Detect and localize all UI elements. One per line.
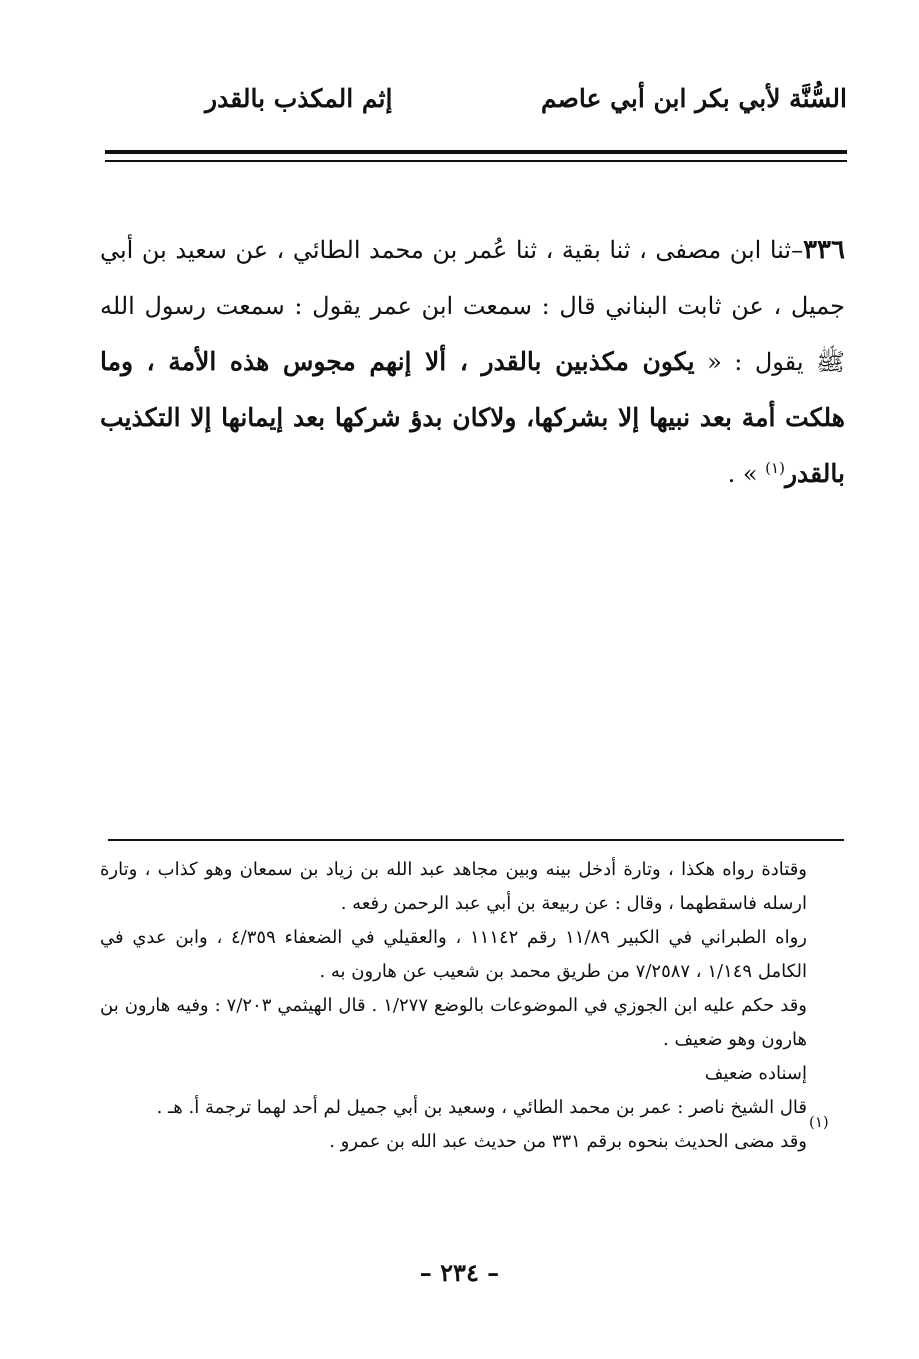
header-rule-thick	[105, 150, 847, 154]
hadith-matn: يكون مكذبين بالقدر ، ألا إنهم مجوس هذه الأمة ، وما هلكت أمة بعد نبيها إلا بشركها، ولاكان بدؤ شركها بعد إيمانها إلا التكذيب بالقدر	[100, 347, 845, 488]
footnote-marker: (١)	[809, 1113, 829, 1131]
page-header	[105, 84, 847, 124]
hadith-closing: » .	[727, 460, 766, 488]
footnote-line: قال الشيخ ناصر : عمر بن محمد الطائي ، وسعيد بن أبي جميل لم أحد لهما ترجمة أ. هـ .	[156, 1097, 807, 1118]
hadith-isnad: –ثنا ابن مصفى ، ثنا بقية ، ثنا عُمر بن محمد الطائي ، عن سعيد بن أبي جميل ، عن ثابت البناني قال : سمعت ابن عمر يقول : سمعت رسول الله ﷺ يقول : «	[100, 236, 845, 376]
chapter-title: إثم المكذب بالقدر	[205, 84, 393, 113]
footnote-separator	[108, 839, 844, 841]
footnote-line: رواه الطبراني في الكبير ١١/٨٩ رقم ١١١٤٢ ، والعقيلي في الضعفاء ٤/٣٥٩ ، وابن عدي في الكامل ١/١٤٩ ، ٧/٢٥٨٧ من طريق محمد بن شعيب عن هارون به .	[100, 927, 807, 982]
footnote-line: وقد مضى الحديث بنحوه برقم ٣٣١ من حديث عبد الله بن عمرو .	[329, 1131, 807, 1152]
footnote-reference[interactable]: (١)	[765, 459, 785, 477]
page-number: – ٢٣٤ –	[419, 1258, 500, 1287]
header-rule-thin	[105, 160, 847, 162]
footnote-line: إسناده ضعيف	[704, 1063, 807, 1084]
hadith-text	[100, 222, 845, 502]
footnotes	[100, 853, 807, 1159]
hadith-number: ٣٣٦	[803, 235, 845, 265]
footnote-line: وقد حكم عليه ابن الجوزي في الموضوعات بالوضع ١/٢٧٧ . قال الهيثمي ٧/٢٠٣ : وفيه هارون بن هارون وهو ضعيف .	[100, 995, 807, 1050]
book-title: السُّنَّة لأبي بكر ابن أبي عاصم	[540, 84, 847, 113]
footnote-line: وقتادة رواه هكذا ، وتارة أدخل بينه وبين مجاهد عبد الله بن زياد بن سمعان وهو كذاب ، وتارة ارسله فاسقطهما ، وقال : عن ربيعة بن أبي عبد الرحمن رفعه .	[100, 859, 807, 914]
